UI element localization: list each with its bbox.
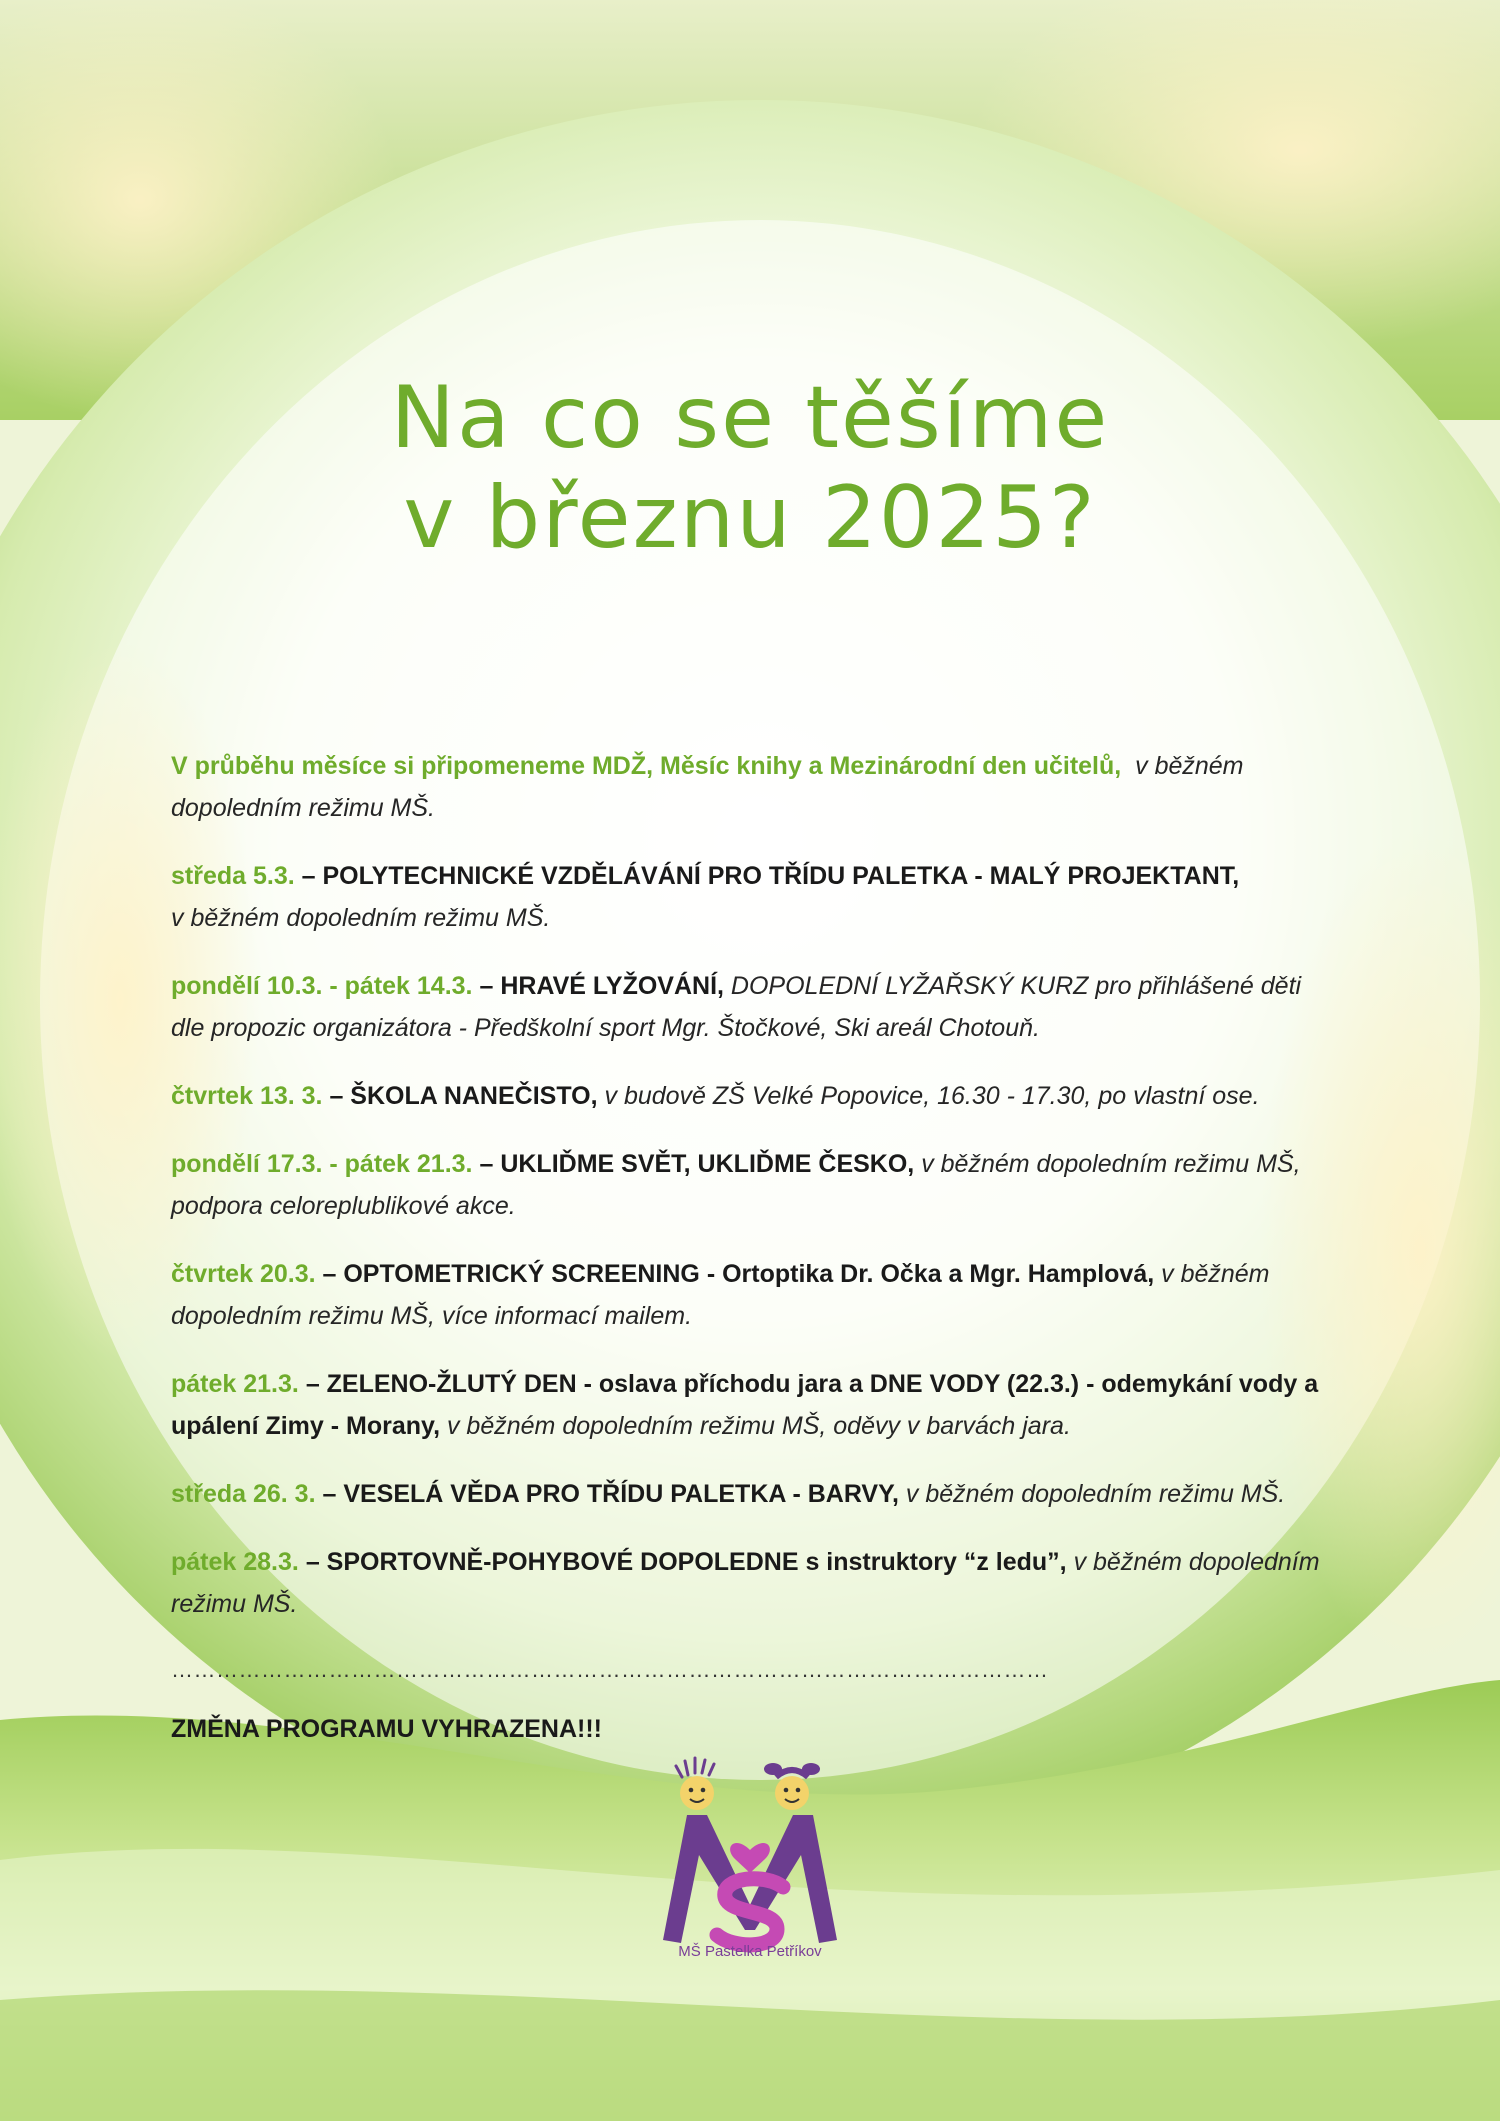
event-date: čtvrtek 20.3. [171,1260,316,1288]
event-name: – ZELENO-ŽLUTÝ DEN - oslava příchodu jara a DNE VODY (22.3.) - odemykání vody a upálení Zimy - Morany, [171,1370,1319,1440]
event-item [171,1253,1336,1337]
event-name: – OPTOMETRICKÝ SCREENING - Ortoptika Dr. Očka a Mgr. Hamplová, [322,1260,1155,1288]
event-note: v běžném dopoledním režimu MŠ. [171,1548,1320,1618]
event-note: v běžném dopoledním režimu MŠ, více informací mailem. [171,1260,1270,1330]
event-note: v budově ZŠ Velké Popovice, 16.30 - 17.30, po vlastní ose. [604,1082,1260,1110]
event-date: středa 5.3. [171,862,295,890]
event-item [171,1363,1336,1447]
event-name: – SPORTOVNĚ-POHYBOVÉ DOPOLEDNE s instruktory “z ledu”, [305,1548,1067,1576]
event-date: pondělí 10.3. - pátek 14.3. [171,972,473,1000]
logo-caption: MŠ Pastelka Petříkov [678,1943,822,1960]
event-item [171,965,1336,1049]
event-date: středa 26. 3. [171,1480,316,1508]
event-note: v běžném dopoledním režimu MŠ, oděvy v barvách jara. [446,1412,1071,1440]
event-date: pátek 21.3. [171,1370,299,1398]
intro-note: v běžném dopoledním režimu MŠ. [171,752,1244,822]
event-item [171,1541,1336,1625]
event-note: v běžném dopoledním režimu MŠ, podpora celoreplublikové akce. [171,1150,1301,1220]
event-name: – UKLIĎME SVĚT, UKLIĎME ČESKO, [479,1150,915,1178]
page-title [0,368,1500,568]
event-item [171,855,1336,939]
event-note: v běžném dopoledním režimu MŠ. [905,1480,1286,1508]
event-list [171,745,1336,1651]
intro-paragraph [171,745,1336,829]
program-change-notice: ZMĚNA PROGRAMU VYHRAZENA!!! [171,1715,602,1743]
event-name: – HRAVÉ LYŽOVÁNÍ, [479,972,724,1000]
event-date: pondělí 17.3. - pátek 21.3. [171,1150,473,1178]
event-note: DOPOLEDNÍ LYŽAŘSKÝ KURZ pro přihlášené děti dle propozic organizátora - Předškolní sport Mgr. Štočkové, Ski areál Chotouň. [171,972,1302,1042]
event-item [171,1143,1336,1227]
event-item [171,1473,1336,1515]
title-line-2: v březnu 2025? [403,468,1097,568]
title-line-1: Na co se těšíme [390,368,1110,468]
event-date: čtvrtek 13. 3. [171,1082,323,1110]
event-item [171,1075,1336,1117]
event-date: pátek 28.3. [171,1548,299,1576]
event-name: – VESELÁ VĚDA PRO TŘÍDU PALETKA - BARVY, [322,1480,899,1508]
dotted-separator: ……………………………………………………………………………………………………… [171,1657,1049,1682]
event-name: – ŠKOLA NANEČISTO, [329,1082,598,1110]
event-note: v běžném dopoledním režimu MŠ. [171,904,551,932]
event-name: – POLYTECHNICKÉ VZDĚLÁVÁNÍ PRO TŘÍDU PALETKA - MALÝ PROJEKTANT, [301,862,1240,890]
intro-highlight: V průběhu měsíce si připomeneme MDŽ, Měsíc knihy a Mezinárodní den učitelů, [171,752,1122,780]
